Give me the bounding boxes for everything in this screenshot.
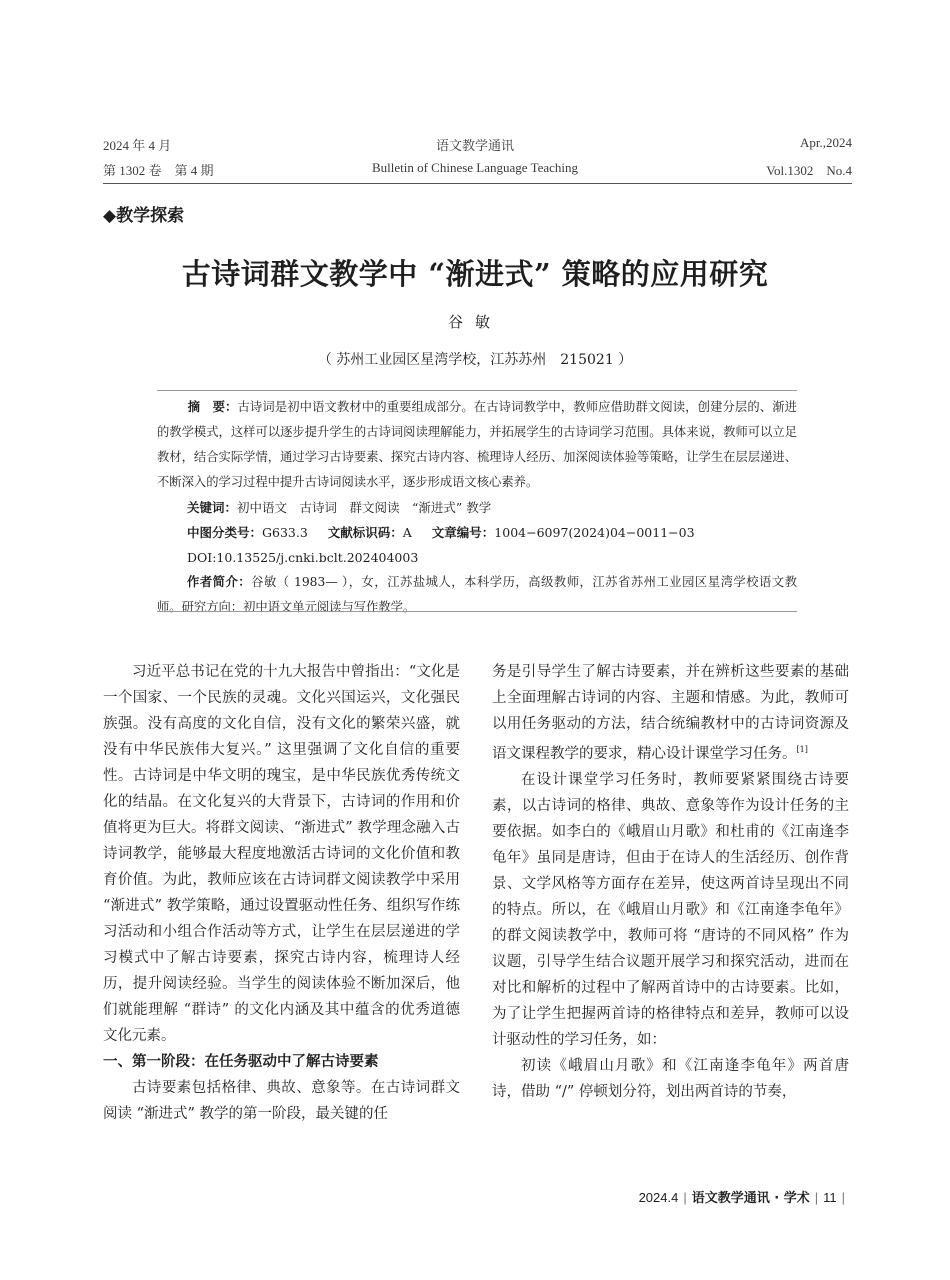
classification-line — [157, 520, 797, 545]
abstract-label: 摘 要： — [187, 400, 238, 414]
abstract-top-rule — [157, 390, 797, 391]
author-affiliation: （ 苏州工业园区星湾学校，江苏苏州 215021 ） — [317, 352, 633, 368]
articleno-value: 1004−6097(2024)04−0011−03 — [494, 525, 695, 540]
footer-brand: 语文教学通讯 · 学术 — [691, 1191, 810, 1206]
abstract-bottom-rule — [157, 611, 797, 612]
body-paragraph: 古诗要素包括格律、典故、意象等。在古诗词群文阅读 “渐进式” 教学的第一阶段，最关键的任 — [103, 1080, 460, 1122]
section-heading: 一、第一阶段：在任务驱动中了解古诗要素 — [103, 1054, 379, 1070]
keywords — [157, 495, 797, 520]
header-rule — [103, 183, 852, 184]
abstract-block — [157, 395, 797, 620]
clc-label: 中图分类号： — [187, 525, 263, 540]
body-paragraph: 习近平总书记在党的十九大报告中曾指出：“文化是一个国家、一个民族的灵魂。文化兴国运兴，文化强民族强。没有高度的文化自信，没有文化的繁荣兴盛，就没有中华民族伟大复兴。” 这里强调了文化自信的重要性。古诗词是中华文明的瑰宝，是中华民族优秀传统文化的结晶。在文化复兴的大背景下，古诗词的作用和价值将更为巨大。将群文阅读、“渐进式” 教学理念融入古诗词教学，能够最大程度地激活古诗词的文化价值和教育价值。为此，教师应该在古诗词群文阅读教学中采用 “渐进式” 教学策略，通过设置驱动性任务、组织写作练习活动和小组合作活动等方式，让学生在层层递进的学习模式中了解古诗要素，探究古诗内容，梳理诗人经历，提升阅读经验。当学生的阅读体验不断加深后，他们就能理解 “群诗” 的文化内涵及其中蕴含的优秀道德文化元素。 — [103, 664, 460, 1044]
article-title: 古诗词群文教学中 “渐进式” 策略的应用研究 — [181, 257, 769, 291]
header-volume-en: Vol.1302 No.4 — [766, 163, 852, 178]
header-volume-cn: 第 1302 卷 第 4 期 — [103, 163, 214, 178]
abstract-text: 古诗词是初中语文教材中的重要组成部分。在古诗词教学中，教师应借助群文阅读，创建分层的、渐进的教学模式，这样可以逐步提升学生的古诗词阅读理解能力，并拓展学生的古诗词学习范围。具体来说，教师可以立足教材，结合实际学情，通过学习古诗要素、探究古诗内容、梳理诗人经历、加深阅读体验等策略，让学生在层层递进、不断深入的学习过程中提升古诗词阅读水平，逐步形成语文核心素养。 — [157, 400, 797, 489]
author-bio-label: 作者简介： — [187, 575, 252, 589]
citation: [1] — [796, 745, 808, 754]
articleno-label: 文章编号： — [431, 525, 495, 540]
body-right-column — [492, 659, 849, 1105]
body-paragraph: 初读《峨眉山月歌》和《江南逢李龟年》两首唐诗，借助 “/” 停顿划分符，划出两首诗的节奏， — [492, 1057, 849, 1100]
doi: DOI:10.13525/j.cnki.bclt.202404003 — [187, 550, 419, 565]
author-bio-text: 谷敏（ 1983— ），女，江苏盐城人，本科学历，高级教师，江苏省苏州工业园区星湾学校语文教师。研究方向：初中语文单元阅读与写作教学。 — [157, 575, 797, 614]
body-text: 务是引导学生了解古诗要素，并在辨析这些要素的基础上全面理解古诗词的内容、主题和情感。为此，教师可以用任务驱动的方法，结合统编教材中的古诗词资源及语文课程教学的要求，精心设计课堂学习任务。 — [492, 664, 849, 762]
author-name: 谷敏 — [447, 313, 502, 331]
author-bio — [157, 570, 797, 620]
footer-issue: 2024.4 — [638, 1190, 679, 1205]
abstract — [157, 395, 797, 495]
body-paragraph — [492, 659, 849, 767]
keywords-label: 关键词： — [187, 500, 238, 515]
body-left-column — [103, 659, 460, 1127]
section-tag: ◆教学探索 — [103, 206, 185, 226]
body-paragraph: 在设计课堂学习任务时，教师要紧紧围绕古诗要素，以古诗词的格律、典故、意象等作为设计任务的主要依据。如李白的《峨眉山月歌》和杜甫的《江南逢李龟年》虽同是唐诗，但由于在诗人的生活经历、创作背景、文学风格等方面存在差异，使这两首诗呈现出不同的特点。所以，在《峨眉山月歌》和《江南逢李龟年》的群文阅读教学中，教师可将 “唐诗的不同风格” 作为议题，引导学生结合议题开展学习和探究活动，进而在对比和解析的过程中了解两首诗中的古诗要素。比如，为了让学生把握两首诗的格律特点和差异，教师可以设计驱动性的学习任务，如： — [492, 771, 849, 1048]
doccode-label: 文献标识码： — [327, 525, 403, 540]
clc-value: G633.3 — [262, 525, 308, 540]
header-journal-en: Bulletin of Chinese Language Teaching — [371, 160, 579, 175]
header-date-cn: 2024 年 4 月 — [103, 138, 172, 153]
header-date-en: Apr.,2024 — [800, 135, 852, 150]
doccode-value: A — [402, 525, 412, 540]
keywords-text: 初中语文 古诗词 群文阅读 “渐进式” 教学 — [237, 500, 492, 515]
page-number: 11 — [823, 1190, 837, 1205]
page-footer: 2024.4 | 语文教学通讯 · 学术 | 11 | — [638, 1190, 845, 1206]
header-journal-cn: 语文教学通讯 — [435, 138, 514, 153]
